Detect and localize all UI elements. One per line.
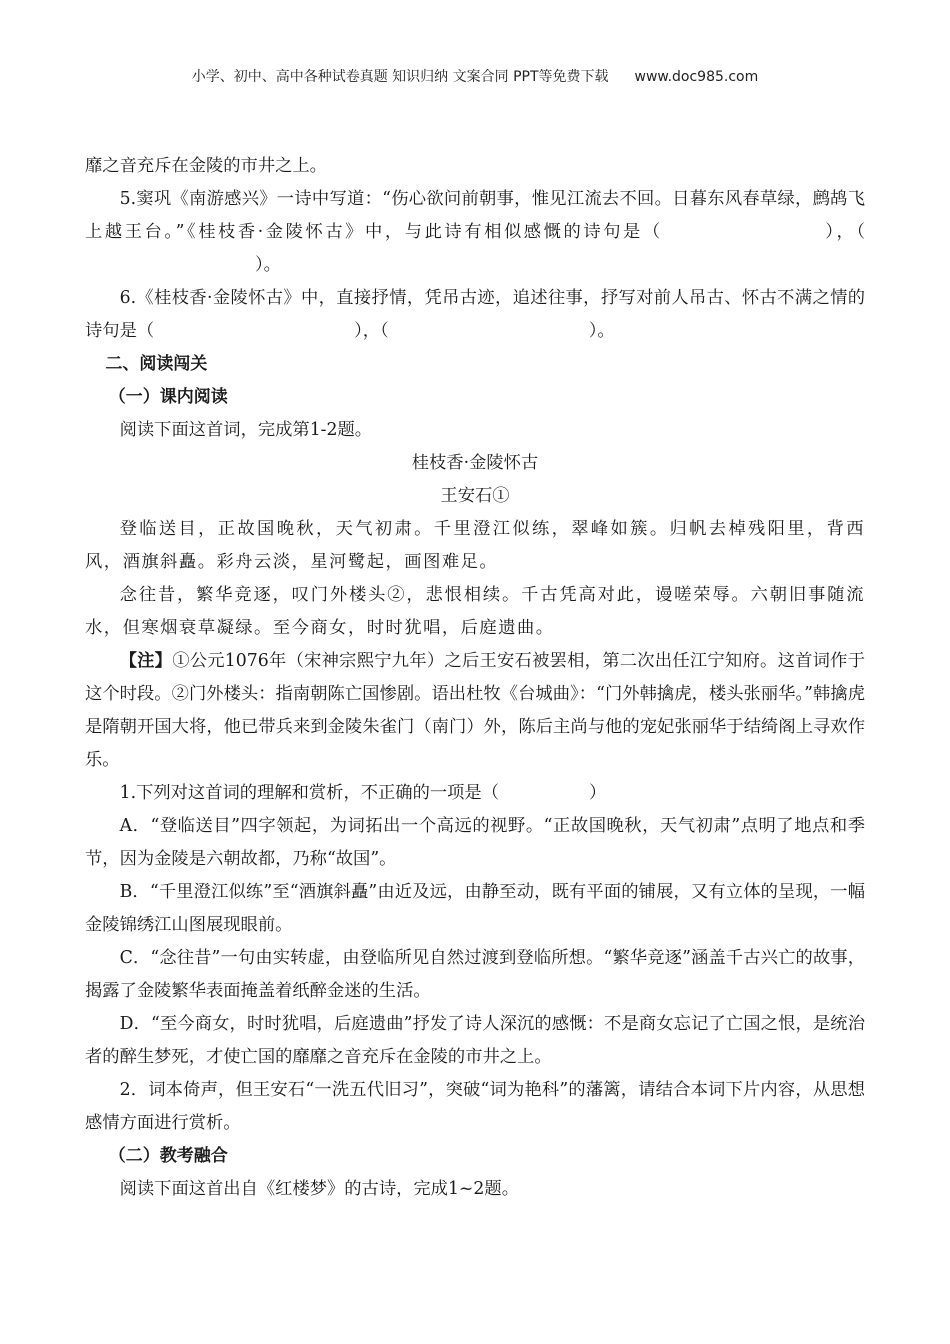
- poem-stanza-2: 念往昔，繁华竞逐，叹门外楼头②，悲恨相续。千古凭高对此，谩嗟荣辱。六朝旧事随流水，但寒烟衰草凝绿。至今商女，时时犹唱，后庭遗曲。: [85, 585, 865, 638]
- question-2: 2．词本倚声，但王安石“一洗五代旧习”，突破“词为艳科”的藩篱，请结合本词下片内容，从思想感情方面进行赏析。: [85, 1080, 865, 1133]
- option-c[interactable]: C．“念往昔”一句由实转虚，由登临所见自然过渡到登临所想。“繁华竞逐”涵盖千古兴亡的故事，揭露了金陵繁华表面掩盖着纸醉金迷的生活。: [85, 948, 865, 1001]
- question-5: 5.窦巩《南游感兴》一诗中写道：“伤心欲问前朝事，惟见江流去不回。日暮东风春草绿，鹧鸪飞上越王台。”《桂枝香·金陵怀古》中，与此诗有相似感慨的诗句是（ ），（）。: [85, 189, 865, 275]
- question-6: 6.《桂枝香·金陵怀古》中，直接抒情，凭吊古迹，追述往事，抒写对前人吊古、怀古不满之情的诗句是（ ），（ ）。: [85, 288, 865, 341]
- reading-instruction: 阅读下面这首出自《红楼梦》的古诗，完成1~2题。: [119, 1179, 519, 1199]
- document-body: [85, 150, 865, 1206]
- header-title: 小学、初中、高中各种试卷真题 知识归纳 文案合同 PPT等免费下载: [191, 69, 609, 85]
- question-1: 1.下列对这首词的理解和赏析，不正确的一项是（ ）: [119, 783, 607, 803]
- note-text: ①公元1076年（宋神宗熙宁九年）之后王安石被罢相，第二次出任江宁知府。这首词作于这个时段。②门外楼头：指南朝陈亡国惨剧。语出杜牧《台城曲》：“门外韩擒虎，楼头张丽华。”韩擒虎是隋朝开国大将，他已带兵来到金陵朱雀门（南门）外，陈后主尚与他的宠妃张丽华于结绮阁上寻欢作乐。: [85, 651, 865, 770]
- section-heading: 二、阅读闯关: [105, 354, 208, 374]
- continuation-line: 靡之音充斥在金陵的市井之上。: [85, 156, 327, 176]
- option-a[interactable]: A．“登临送目”四字领起，为词拓出一个高远的视野。“正故国晚秋，天气初肃”点明了地点和季节，因为金陵是六朝故都，乃称“故国”。: [85, 816, 865, 869]
- option-b[interactable]: B．“千里澄江似练”至“酒旗斜矗”由近及远，由静至动，既有平面的铺展，又有立体的呈现，一幅金陵锦绣江山图展现眼前。: [85, 882, 865, 935]
- header-url[interactable]: www.doc985.com: [634, 69, 759, 85]
- subsection-heading: （二）教考融合: [108, 1146, 228, 1166]
- poem-note: [85, 645, 865, 777]
- reading-instruction: 阅读下面这首词，完成第1-2题。: [119, 420, 373, 440]
- option-d[interactable]: D．“至今商女，时时犹唱，后庭遗曲”抒发了诗人深沉的感慨：不是商女忘记了亡国之恨，是统治者的醉生梦死，才使亡国的靡靡之音充斥在金陵的市井之上。: [85, 1014, 865, 1067]
- poem-title: 桂枝香·金陵怀古: [411, 453, 539, 473]
- note-mark: 【注】: [119, 651, 173, 671]
- subsection-heading: （一）课内阅读: [108, 387, 228, 407]
- poem-author: 王安石①: [440, 486, 510, 506]
- poem-stanza-1: 登临送目，正故国晚秋，天气初肃。千里澄江似练，翠峰如簇。归帆去棹残阳里，背西风，酒旗斜矗。彩舟云淡，星河鹭起，画图难足。: [85, 519, 865, 572]
- page-header: [0, 66, 950, 86]
